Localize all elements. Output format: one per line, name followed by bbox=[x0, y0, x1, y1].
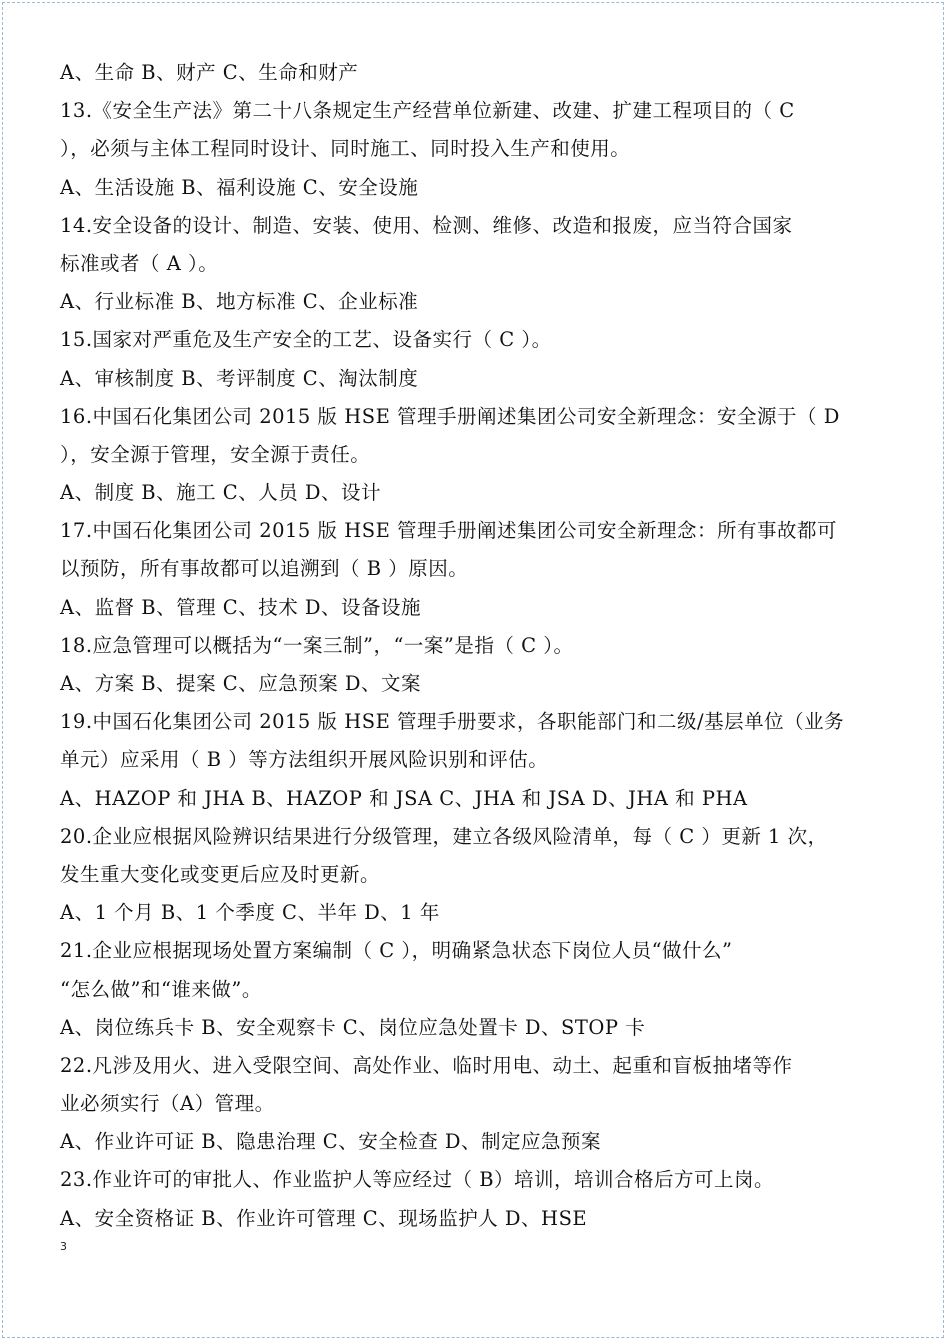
text-line: 13.《安全生产法》第二十八条规定生产经营单位新建、改建、扩建工程项目的（ C bbox=[60, 99, 795, 123]
text-line: A、岗位练兵卡 B、安全观察卡 C、岗位应急处置卡 D、STOP 卡 bbox=[60, 1015, 646, 1039]
text-line: A、制度 B、施工 C、人员 D、设计 bbox=[60, 481, 382, 505]
text-line: 发生重大变化或变更后应及时更新。 bbox=[60, 862, 381, 886]
text-line: 19.中国石化集团公司 2015 版 HSE 管理手册要求，各职能部门和二级/基层单位（业务 bbox=[60, 710, 845, 734]
text-line: 20.企业应根据风险辨识结果进行分级管理，建立各级风险清单，每（ C ）更新 1 次， bbox=[60, 824, 828, 848]
text-line: 18.应急管理可以概括为“一案三制”，“一案”是指（ C ）。 bbox=[60, 633, 574, 657]
text-line: A、作业许可证 B、隐患治理 C、安全检查 D、制定应急预案 bbox=[60, 1130, 602, 1154]
page-number: 3 bbox=[60, 1240, 67, 1253]
text-line: 17.中国石化集团公司 2015 版 HSE 管理手册阐述集团公司安全新理念：所有事故都可 bbox=[60, 519, 838, 543]
document-body bbox=[60, 54, 895, 1238]
text-line: ），必须与主体工程同时设计、同时施工、同时投入生产和使用。 bbox=[60, 137, 631, 161]
text-line: A、1 个月 B、1 个季度 C、半年 D、1 年 bbox=[60, 901, 440, 925]
text-line: A、生活设施 B、福利设施 C、安全设施 bbox=[60, 175, 419, 199]
text-line: 业必须实行（A）管理。 bbox=[60, 1092, 275, 1116]
text-line: A、审核制度 B、考评制度 C、淘汰制度 bbox=[60, 366, 419, 390]
text-line: 单元）应采用（ B ）等方法组织开展风险识别和评估。 bbox=[60, 748, 549, 772]
text-line: A、HAZOP 和 JHA B、HAZOP 和 JSA C、JHA 和 JSA D、JHA 和 PHA bbox=[60, 786, 748, 810]
text-line: ），安全源于管理，安全源于责任。 bbox=[60, 442, 371, 466]
text-line: 15.国家对严重危及生产安全的工艺、设备实行（ C ）。 bbox=[60, 328, 552, 352]
text-line: 14.安全设备的设计、制造、安装、使用、检测、维修、改造和报废，应当符合国家 bbox=[60, 213, 793, 237]
text-line: A、监督 B、管理 C、技术 D、设备设施 bbox=[60, 595, 422, 619]
text-line: 以预防，所有事故都可以追溯到（ B ）原因。 bbox=[60, 557, 469, 581]
text-line: A、生命 B、财产 C、生命和财产 bbox=[60, 61, 359, 84]
text-line: 23.作业许可的审批人、作业监护人等应经过（ B）培训，培训合格后方可上岗。 bbox=[60, 1168, 775, 1192]
text-line: “怎么做”和“谁来做”。 bbox=[60, 977, 262, 1001]
text-line: A、行业标准 B、地方标准 C、企业标准 bbox=[60, 290, 419, 314]
text-line: 标准或者（ A ）。 bbox=[60, 251, 219, 275]
text-line: 22.凡涉及用火、进入受限空间、高处作业、临时用电、动土、起重和盲板抽堵等作 bbox=[60, 1053, 793, 1077]
text-line: 16.中国石化集团公司 2015 版 HSE 管理手册阐述集团公司安全新理念：安全源于（ D bbox=[60, 404, 840, 428]
text-line: 21.企业应根据现场处置方案编制（ C ），明确紧急状态下岗位人员“做什么” bbox=[60, 939, 733, 963]
text-line: A、方案 B、提案 C、应急预案 D、文案 bbox=[60, 672, 422, 695]
text-line: A、安全资格证 B、作业许可管理 C、现场监护人 D、HSE bbox=[60, 1206, 588, 1230]
